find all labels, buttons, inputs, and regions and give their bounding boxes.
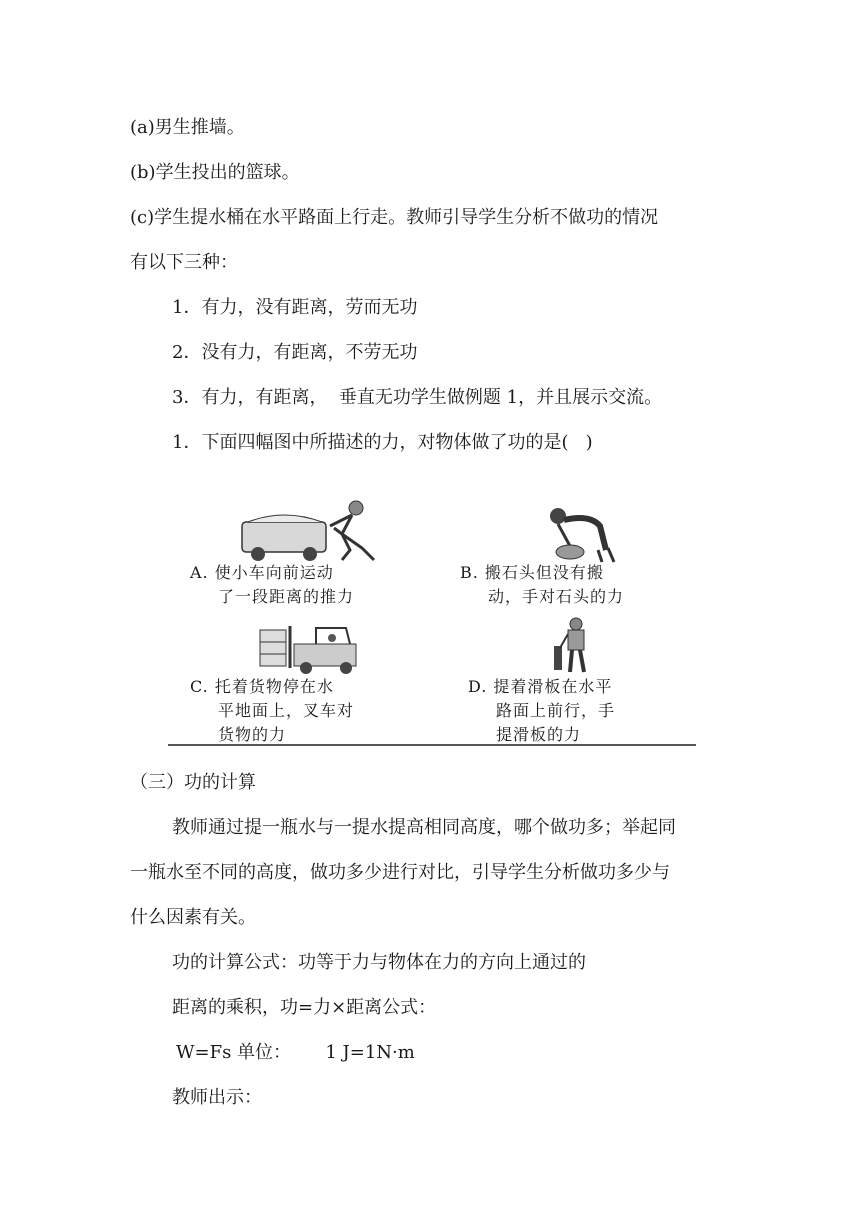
option-a-line2: 了一段距离的推力 xyxy=(218,587,355,606)
case-2: 2．没有力，有距离，不劳无功 xyxy=(172,342,418,363)
item-b: (b)学生投出的篮球。 xyxy=(130,162,300,183)
option-d-line3: 提滑板的力 xyxy=(496,725,582,744)
formula-unit: W=Fs 单位： 1 J=1N·m xyxy=(176,1042,415,1063)
paragraph-line2: 一瓶水至不同的高度，做功多少进行对比，引导学生分析做功多少与 xyxy=(130,862,670,883)
question-1: 1．下面四幅图中所描述的力，对物体做了功的是( ) xyxy=(172,432,593,453)
option-d-line2: 路面上前行，手 xyxy=(496,701,616,720)
formula-desc-line2: 距离的乘积，功=力×距离公式： xyxy=(172,997,437,1018)
teacher-shows: 教师出示： xyxy=(172,1087,262,1108)
case-3: 3．有力，有距离， 垂直无功学生做例题 1，并且展示交流。 xyxy=(172,387,663,408)
case-1: 1．有力，没有距离，劳而无功 xyxy=(172,297,418,318)
option-c-line2: 平地面上，叉车对 xyxy=(218,701,355,720)
option-a-line1: A. 使小车向前运动 xyxy=(190,563,334,582)
paragraph-line3: 什么因素有关。 xyxy=(130,907,256,928)
item-a: (a)男生推墙。 xyxy=(130,117,245,138)
option-d-line1: D. 提着滑板在水平 xyxy=(468,677,613,696)
item-c-line1: (c)学生提水桶在水平路面上行走。教师引导学生分析不做功的情况 xyxy=(130,207,659,228)
forklift-illustration xyxy=(256,624,376,676)
lift-stone-illustration xyxy=(518,500,628,564)
carry-skateboard-illustration xyxy=(550,616,600,678)
option-c-line1: C. 托着货物停在水 xyxy=(190,677,334,696)
formula-desc-line1: 功的计算公式：功等于力与物体在力的方向上通过的 xyxy=(172,952,586,973)
option-c-line3: 货物的力 xyxy=(218,725,287,744)
paragraph-line1: 教师通过提一瓶水与一提水提高相同高度，哪个做功多；举起同 xyxy=(172,817,676,838)
figure-bottom-rule xyxy=(168,744,696,746)
option-b-line1: B. 搬石头但没有搬 xyxy=(460,563,604,582)
item-c-line2: 有以下三种： xyxy=(130,252,238,273)
cart-push-illustration xyxy=(238,500,388,564)
option-b-line2: 动，手对石头的力 xyxy=(488,587,625,606)
question-figure xyxy=(168,492,696,748)
section-3-heading: （三）功的计算 xyxy=(130,772,256,793)
